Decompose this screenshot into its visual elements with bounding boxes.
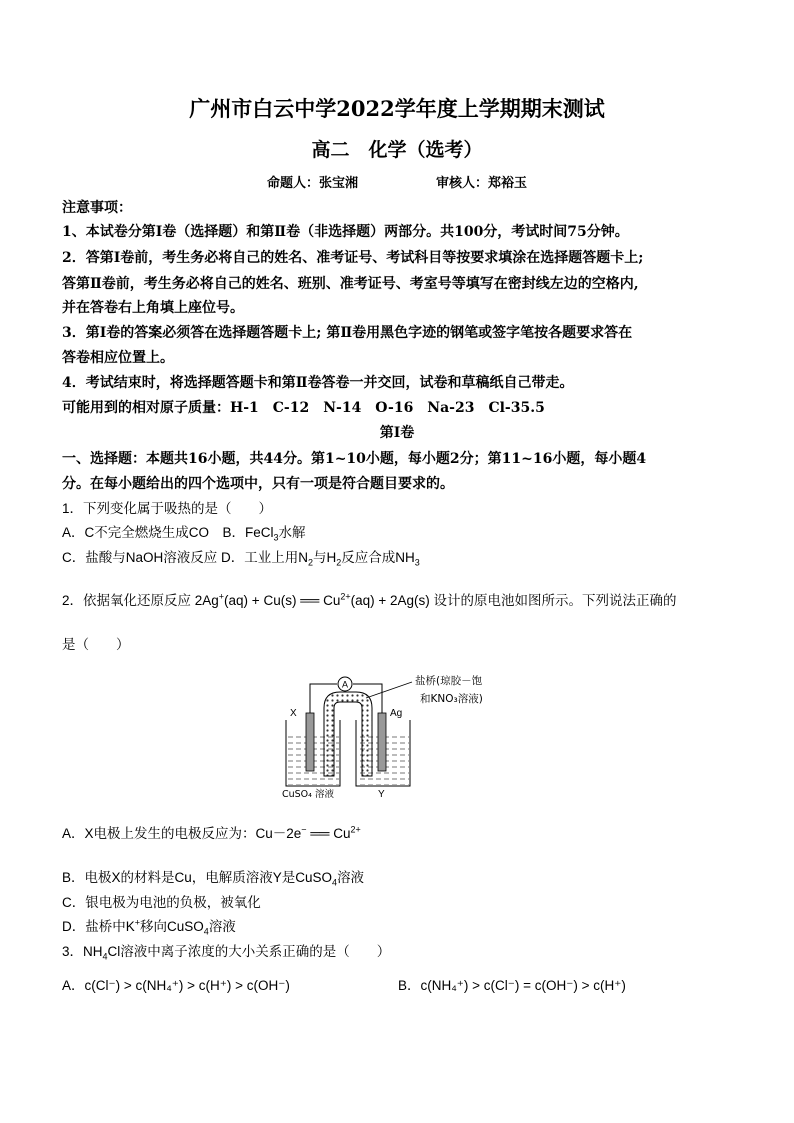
label-ag: Ag [390,708,403,719]
q1-cd-sub-2: 2 [336,557,342,568]
q2-stem-cont: 是（ ） [62,637,130,652]
q3-stem-sub: 4 [102,951,108,962]
q3-stem-b: Cl溶液中离子浓度的大小关系正确的是（ ） [107,944,391,959]
q1-ab-sub: 3 [273,532,279,543]
q1-cd-sub-3: 3 [414,557,420,568]
q1-cd-text-2: 与H [313,550,337,565]
electrode-x [306,713,314,771]
q1-cd-sub-1: 2 [308,557,314,568]
q2-opt-b-sub: 4 [332,877,338,888]
notes-heading: 注意事项： [62,200,132,216]
q1-options-cd [62,548,742,568]
q2-option-a [62,824,742,844]
label-cuso4: CuSO₄ 溶液 [282,789,334,798]
q3-stem-a: 3．NH [62,944,103,959]
q2-opt-d-text: D．盐桥中K [62,919,135,934]
q2-opt-b-text-2: 溶液 [337,870,365,885]
exam-subtitle: 高二 化学（选考） [311,139,483,161]
q2-stem [62,591,742,611]
note-2b: 答第Ⅱ卷前，考生务必将自己的姓名、班别、准考证号、考室号等填写在密封线左边的空格内, [62,276,639,292]
q2-opt-d-text-3: 溶液 [208,919,236,934]
q3-stem [62,942,742,962]
q2-opt-a-text-2: ══ Cu [306,826,351,841]
galvanic-cell-diagram [280,668,520,798]
author: 命题人：张宝湘 [266,176,358,191]
salt-bridge [324,692,372,776]
note-2c: 并在答卷右上角填上座位号。 [62,300,244,316]
note-3b: 答卷相应位置上。 [62,350,174,366]
q2-opt-a-text: A．X电极上发生的电极反应为：Cu－2e [62,826,302,841]
q2-stem-c: (aq) + 2Ag(s) 设计的原电池如图所示。下列说法正确的 [350,593,677,608]
label-salt-bridge-1: 盐桥(琼胶－饱 [415,675,483,687]
q1-options-ab [62,523,742,543]
q2-opt-d-text-2: 移向CuSO [140,919,204,934]
note-4: 4．考试结束时，将选择题答题卡和第Ⅱ卷答卷一并交回，试卷和草稿纸自己带走。 [62,375,574,391]
section-title: 第Ⅰ卷 [379,425,415,441]
note-3a: 3．第Ⅰ卷的答案必须答在选择题答题卡上; 第Ⅱ卷用黑色字迹的钢笔或签字笔按各题要求答在 [62,325,633,341]
q2-opt-a-sup-2: 2+ [350,824,361,835]
reviewer: 审核人：郑裕玉 [436,176,528,191]
q2-opt-d-sub: 4 [203,926,209,937]
section-intro-b: 分。在每小题给出的四个选项中，只有一项是符合题目要求的。 [62,476,454,492]
q3-option-b: B．c(NH₄⁺) > c(Cl⁻) = c(OH⁻) > c(H⁺) [398,978,626,993]
q1-ab-text: A．C不完全燃烧生成CO B．FeCl [62,525,274,540]
atomic-masses: 可能用到的相对原子质量：H-1 C-12 N-14 O-16 Na-23 Cl-35.5 [62,400,545,416]
q2-opt-b-text: B．电极X的材料是Cu，电解质溶液Y是CuSO [62,870,333,885]
section-intro-a: 一、选择题：本题共16小题，共44分。第1~10小题，每小题2分；第11~16小题，每小题4 [62,451,647,467]
q2-stem-b: (aq) + Cu(s) ══ Cu [224,593,341,608]
authors-line [0,172,794,191]
q1-cd-text-3: 反应合成NH [341,550,415,565]
electrode-ag [378,713,386,771]
q1-stem: 1．下列变化属于吸热的是（ ） [62,501,273,516]
q3-option-a: A．c(Cl⁻) > c(NH₄⁺) > c(H⁺) > c(OH⁻) [62,978,290,993]
q2-opt-a-sup-1: − [301,824,307,835]
q2-stem-sup-1: + [218,591,225,602]
q1-cd-text: C．盐酸与NaOH溶液反应 D．工业上用N [62,550,309,565]
label-x: X [290,708,297,719]
ammeter-label: A [341,679,349,690]
q2-option-b [62,868,742,888]
q2-option-c: C．银电极为电池的负极，被氧化 [62,895,261,910]
q1-ab-text-2: 水解 [278,525,306,540]
q2-stem-sup-2: 2+ [340,591,351,602]
q2-option-d [62,917,742,937]
label-salt-bridge-2: 和KNO₃溶液) [420,693,483,705]
note-2a: 2．答第Ⅰ卷前，考生务必将自己的姓名、准考证号、考试科目等按要求填涂在选择题答题卡上; [62,250,644,266]
q2-stem-a: 2．依据氧化还原反应 2Ag [62,593,219,608]
q2-opt-d-sup: + [134,917,141,928]
exam-title: 广州市白云中学2022学年度上学期期末测试 [189,96,605,121]
label-y: Y [378,789,385,798]
note-1: 1、本试卷分第Ⅰ卷（选择题）和第Ⅱ卷（非选择题）两部分。共100分，考试时间75分钟。 [62,224,629,240]
